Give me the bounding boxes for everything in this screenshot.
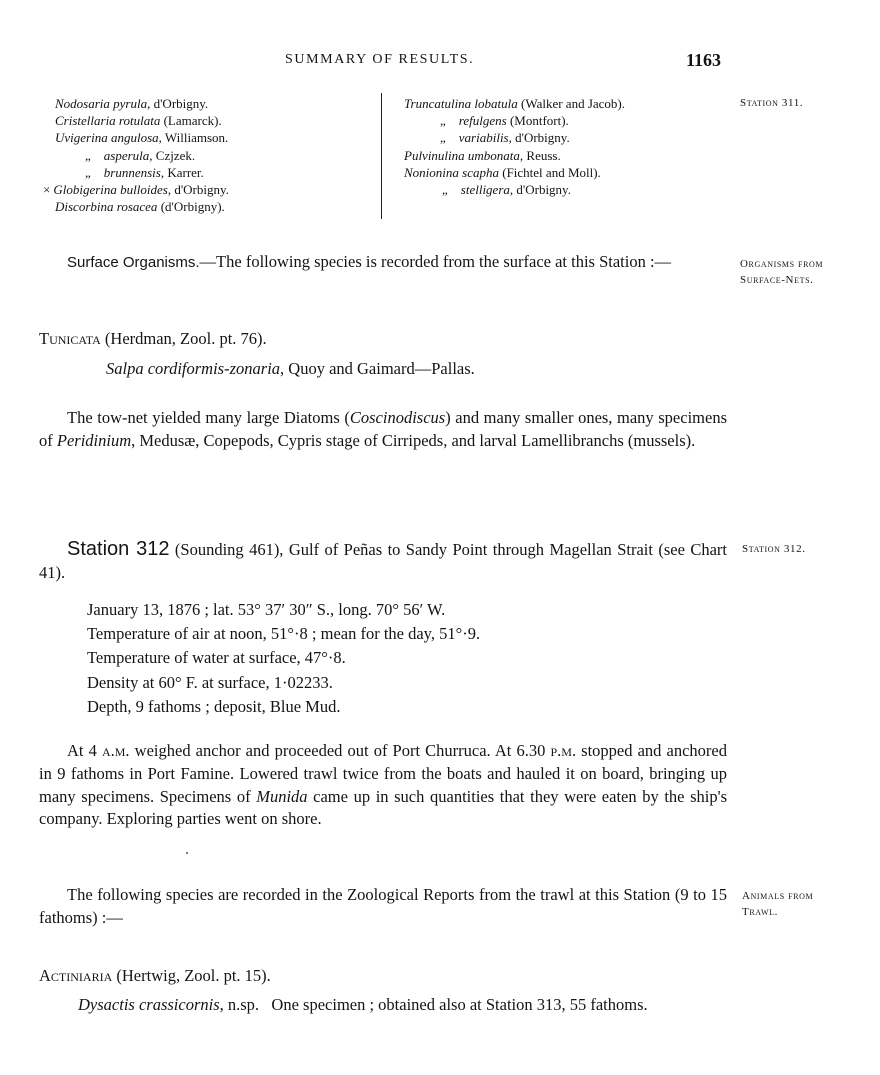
ditto-mark: „ xyxy=(85,164,91,180)
species-list-column-2 xyxy=(404,95,625,198)
species-item: „ refulgens (Montfort). xyxy=(440,113,569,129)
species-item: Nonionina scapha (Fichtel and Moll). xyxy=(404,164,601,180)
actiniaria-heading: Actiniaria (Hertwig, Zool. pt. 15). xyxy=(39,966,271,985)
species-item: Discorbina rosacea (d'Orbigny). xyxy=(55,199,225,215)
species-item: „ stelligera, d'Orbigny. xyxy=(442,182,571,198)
tunicata-species: Salpa cordiformis-zonaria, Quoy and Gaimard—Pallas. xyxy=(106,359,475,378)
species-item: Uvigerina angulosa, Williamson. xyxy=(55,130,229,146)
species-item: „ variabilis, d'Orbigny. xyxy=(440,130,570,146)
ditto-mark: „ xyxy=(440,113,446,129)
ditto-mark: „ xyxy=(85,147,91,163)
species-item: Truncatulina lobatula (Walker and Jacob). xyxy=(404,96,626,111)
sidenote-animals-from-trawl: Animals from Trawl. xyxy=(742,890,814,918)
column-divider xyxy=(381,93,382,219)
observation-line: Temperature of water at surface, 47°·8. xyxy=(87,648,346,668)
sidenote-station-311: Station 311. xyxy=(740,97,804,109)
actiniaria-species: Dysactis crassicornis, n.sp. One specimen ; obtained also at Station 313, 55 fathoms. xyxy=(78,995,648,1014)
species-item: „ asperula, Czjzek. xyxy=(85,147,196,163)
ditto-mark: „ xyxy=(440,130,446,146)
trawl-paragraph: The following species are recorded in the Zoological Reports from the trawl at this Station (9 to 15 fathoms) :— xyxy=(39,885,727,927)
observation-line: Density at 60° F. at surface, 1·02233. xyxy=(87,672,333,692)
narrative-paragraph: At 4 a.m. weighed anchor and proceeded out of Port Churruca. At 6.30 p.m. stopped and anchored in 9 fathoms in Port Famine. Lowered trawl twice from the boats and hauled it on board, bringing up many specimens. Specimens of Munida came up in such quantities that they were eaten by the ship's company. Exploring parties went on shore. xyxy=(39,741,728,829)
station-title: Station 312 xyxy=(67,538,170,560)
station-312-paragraph: Station 312 (Sounding 461), Gulf of Peñas to Sandy Point through Magellan Strait (see Chart 41). xyxy=(39,538,727,582)
sidenote-station-312: Station 312. xyxy=(742,543,806,555)
cross-mark: × xyxy=(43,182,51,198)
ditto-mark: „ xyxy=(442,182,448,198)
observations-block xyxy=(87,598,480,719)
sidenote-organisms-from-surface-nets: Organisms from Surface-Nets. xyxy=(740,258,824,286)
surface-organisms-paragraph: Surface Organisms.—The following species is recorded from the surface at this Station :— xyxy=(67,252,672,271)
page-number: 1163 xyxy=(686,50,722,70)
section-heading: Surface Organisms. xyxy=(67,254,200,271)
species-item: Nodosaria pyrula, d'Orbigny. xyxy=(55,96,209,111)
species-item: × Globigerina bulloides, d'Orbigny. xyxy=(43,182,229,198)
species-list-column-1 xyxy=(43,95,229,215)
species-item: Pulvinulina umbonata, Reuss. xyxy=(404,147,561,163)
stray-dot xyxy=(186,852,188,854)
townet-paragraph: The tow-net yielded many large Diatoms (Coscinodiscus) and many smaller ones, many specimens of Peridinium, Medusæ, Copepods, Cypris stage of Cirripeds, and larval Lamellibranchs (mussels). xyxy=(39,408,727,450)
species-item: „ brunnensis, Karrer. xyxy=(85,164,204,180)
observation-line: January 13, 1876 ; lat. 53° 37′ 30″ S., long. 70° 56′ W. xyxy=(87,600,446,619)
running-header-title: SUMMARY OF RESULTS. xyxy=(285,52,475,67)
observation-line: Depth, 9 fathoms ; deposit, Blue Mud. xyxy=(87,696,341,716)
tunicata-heading: Tunicata (Herdman, Zool. pt. 76). xyxy=(39,329,267,348)
observation-line: Temperature of air at noon, 51°·8 ; mean for the day, 51°·9. xyxy=(87,624,481,644)
species-item: Cristellaria rotulata (Lamarck). xyxy=(55,113,222,129)
